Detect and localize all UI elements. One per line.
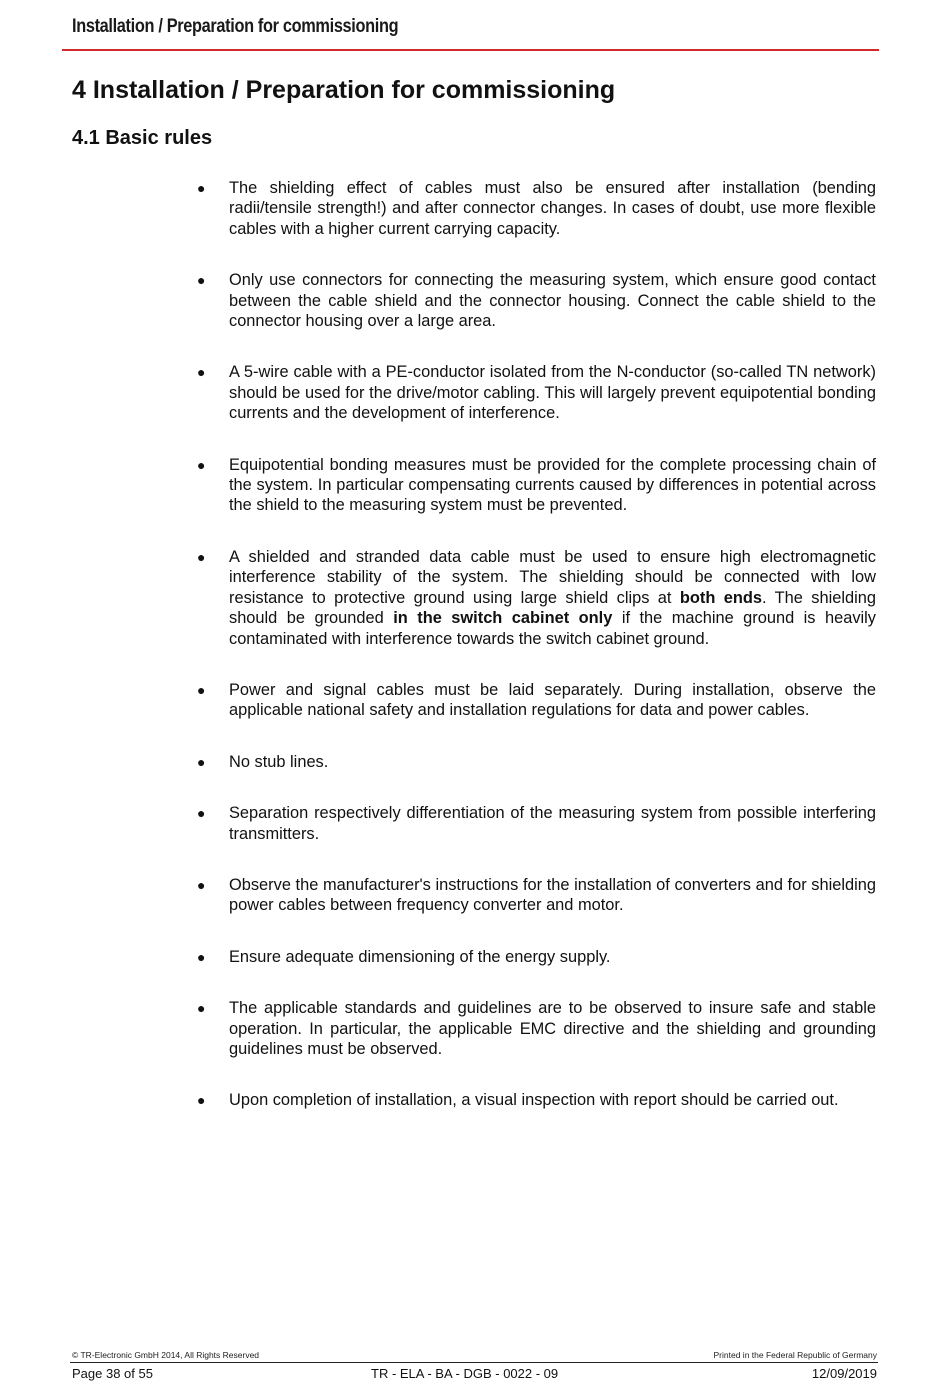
list-item-text: Separation respectively differentiation of the measuring system from possible interfering transmitters. [229, 804, 876, 843]
list-item-text: The shielding effect of cables must also be ensured after installation (bending radii/tensile strength!) and after connector changes. In cases of doubt, use more flexible cables with a higher current carrying capacity. [229, 179, 876, 238]
bullet-icon: ● [197, 681, 206, 698]
list-item [197, 178, 876, 239]
list-item-text: A 5-wire cable with a PE-conductor isolated from the N-conductor (so-called TN network) should be used for the drive/motor cabling. This will largely prevent equipotential bonding currents and the development of interference. [229, 363, 876, 423]
list-item [197, 680, 876, 721]
list-item-text: Observe the manufacturer's instructions for the installation of converters and for shielding power cables between frequency converter and motor. [229, 875, 876, 915]
list-item [197, 455, 876, 516]
list-item [197, 752, 876, 772]
bullet-icon: ● [197, 753, 206, 770]
list-item-text: The applicable standards and guidelines are to be observed to insure safe and stable operation. In particular, the applicable EMC directive and the shielding and grounding guidelines must be observed. [229, 999, 876, 1058]
list-item [197, 1090, 876, 1110]
footer-copyright: © TR-Electronic GmbH 2014, All Rights Reserved [72, 1350, 260, 1360]
bullet-icon: ● [197, 1000, 206, 1017]
list-item [197, 362, 876, 423]
bullet-icon: ● [197, 548, 206, 565]
emphasis-both-ends: both ends [679, 588, 763, 607]
bullet-icon: ● [197, 272, 206, 289]
section-heading: 4 Installation / Preparation for commissioning [72, 76, 616, 104]
footer-rule [70, 1362, 878, 1363]
list-item [197, 947, 876, 967]
footer-document-id: TR - ELA - BA - DGB - 0022 - 09 [371, 1366, 559, 1381]
bullet-icon: ● [197, 948, 206, 965]
footer-printed-note: Printed in the Federal Republic of Germany [713, 1350, 877, 1360]
list-item-text: Ensure adequate dimensioning of the energy supply. [229, 947, 611, 966]
list-item [197, 998, 876, 1059]
bullet-icon: ● [197, 180, 206, 196]
list-item [197, 270, 876, 331]
header-rule [62, 49, 879, 51]
list-item-text-part: . The shielding should be grounded [229, 588, 876, 628]
subsection-heading: 4.1 Basic rules [72, 127, 213, 149]
list-item-text: Power and signal cables must be laid separately. During installation, observe the applicable national safety and installation regulations for data and power cables. [229, 680, 876, 720]
bullet-icon: ● [197, 1092, 206, 1109]
list-item-text-part: A shielded and stranded data cable must be used to ensure high electromagnetic interference stability of the system. The shielding should be connected with low resistance to protective ground using large shield clips at [229, 547, 876, 607]
list-item-text-part: if the machine ground is heavily contaminated with interference towards the switch cabinet ground. [229, 609, 876, 648]
bullet-icon: ● [197, 364, 206, 381]
list-item [197, 875, 876, 916]
bullet-icon: ● [197, 876, 206, 893]
bullet-icon: ● [197, 456, 206, 473]
footer-date: 12/09/2019 [811, 1366, 877, 1381]
list-item [197, 547, 876, 649]
emphasis-switch-cabinet-only: in the switch cabinet only [393, 609, 613, 628]
list-item-text [229, 548, 876, 648]
running-header-title: Installation / Preparation for commissioning [72, 16, 399, 37]
list-item-text: Equipotential bonding measures must be provided for the complete processing chain of the system. In particular compensating currents caused by differences in potential across the shield to the measuring system must be prevented. [229, 455, 876, 515]
list-item-text: Only use connectors for connecting the measuring system, which ensure good contact between the cable shield and the connector housing. Connect the cable shield to the connector housing over a large area. [229, 271, 876, 331]
basic-rules-list [197, 178, 876, 1142]
bullet-icon: ● [197, 805, 206, 822]
list-item-text: Upon completion of installation, a visual inspection with report should be carried out. [229, 1091, 839, 1110]
list-item [197, 803, 876, 844]
list-item-text: No stub lines. [229, 752, 329, 771]
footer-page-number: Page 38 of 55 [72, 1366, 153, 1381]
